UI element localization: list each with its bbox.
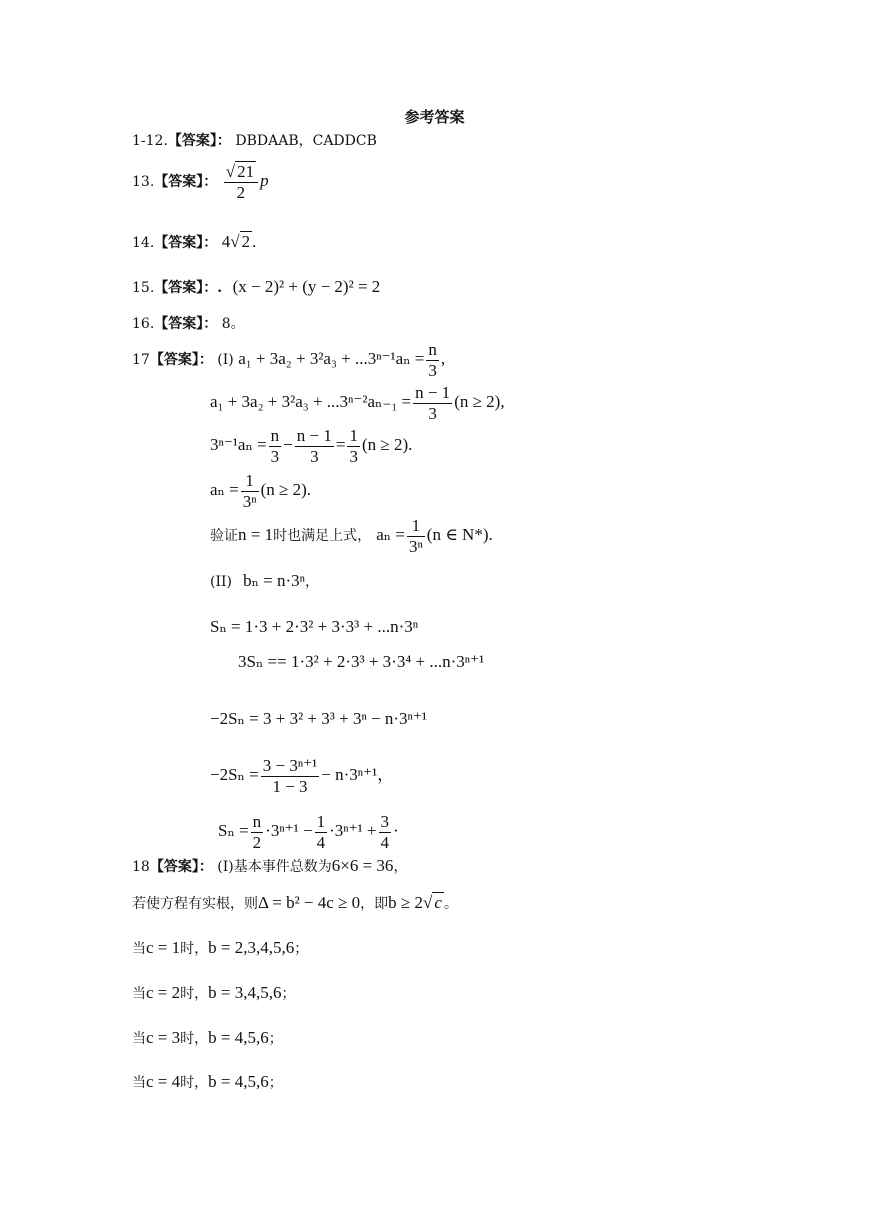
answer-label: 【答案】: [154, 316, 204, 332]
answer-17-line-2: a₁ + 3a₂ + 3²a₃ + ...3ⁿ⁻²aₙ₋₁ = $\frac{n - 1}{3}$ (n ≥ 2),: [210, 383, 505, 423]
answer-math: $\frac{√ 21}{2}$ p: [225, 162, 269, 202]
answer-17-final: Sₙ = $\frac{n}{2}$ ·3ⁿ⁺¹ − $\frac{1}{4}$ ·3ⁿ⁺¹ + $\frac{3}{4}$ ·: [218, 812, 399, 852]
page-title: 参考答案: [404, 108, 465, 126]
answer-17-line-4: aₙ = $\frac{1}{\text{3ⁿ}}$ (n ≥ 2).: [210, 471, 312, 511]
answer-18-case-1: 当c = 1时，b = 2,3,4,5,6；: [132, 938, 309, 957]
answer-17-3sn: 3Sₙ == 1·3² + 2·3³ + 3·3⁴ + ...n·3ⁿ⁺¹: [238, 652, 485, 671]
answer-value: DBDAAB，CADDCB: [235, 133, 377, 149]
question-number: 14.: [132, 235, 155, 251]
answer-13: 13.【答案】： $\frac{√ 21}{2}$ p: [132, 162, 269, 202]
answer-value: 8。: [221, 316, 245, 332]
answer-14: 14.【答案】： 4√ 2 .: [132, 232, 257, 251]
answer-18-case-2: 当c = 2时，b = 3,4,5,6；: [132, 983, 296, 1002]
answer-math: 4√ 2 .: [221, 232, 257, 251]
answer-label: 【答案】: [149, 859, 199, 875]
answer-17-verify: 验证n = 1时也满足上式， aₙ = $\frac{1}{\text{3ⁿ}}$ (n ∈ N*).: [210, 516, 493, 556]
answer-17-line-3: 3ⁿ⁻¹aₙ = $\frac{n}{3}$ − $\frac{n - 1}{3}$ = $\frac{1}{3}$ (n ≥ 2).: [210, 426, 413, 466]
answer-16: 16.【答案】： 8。: [132, 316, 245, 332]
question-number: 16.: [132, 316, 155, 332]
answer-18-case-4: 当c = 4时，b = 4,5,6；: [132, 1072, 283, 1091]
answer-17-neg2sn-2: −2Sₙ = $\frac{\text{3 − 3ⁿ⁺¹}}{1 - 3}$ − n·3ⁿ⁺¹，: [210, 756, 395, 796]
answer-15: 15.【答案】：. (x − 2)² + (y − 2)² = 2: [132, 277, 381, 296]
answer-17-neg2sn: −2Sₙ = 3 + 3² + 3³ + 3ⁿ − n·3ⁿ⁺¹: [210, 709, 427, 728]
answer-label: 【答案】: [154, 280, 204, 296]
question-number: 18: [132, 859, 150, 875]
answer-label: 【答案】: [154, 235, 204, 251]
answer-17-part-2: (II) bₙ = n·3ⁿ，: [210, 571, 320, 590]
question-number: 1-12.: [132, 133, 168, 149]
question-number: 13.: [132, 173, 155, 190]
question-number: 15.: [132, 280, 155, 296]
answer-18-line-2: 若使方程有实根，则Δ = b² − 4c ≥ 0，即b ≥ 2√ c 。: [132, 893, 458, 912]
answer-17-line-1: 17【答案】： (I) a₁ + 3a₂ + 3²a₃ + ...3ⁿ⁻¹aₙ = $\frac{n}{3}$ ,: [132, 340, 446, 380]
answer-18-case-3: 当c = 3时，b = 4,5,6；: [132, 1028, 283, 1047]
answer-18-line-1: 18【答案】： (I)基本事件总数为6×6 = 36，: [132, 856, 408, 875]
answer-label: 【答案】: [167, 133, 217, 149]
question-number: 17: [132, 351, 150, 368]
answer-1-12: 1-12.【答案】： DBDAAB，CADDCB: [132, 133, 377, 149]
answer-label: 【答案】: [149, 351, 199, 368]
answer-17-sn: Sₙ = 1·3 + 2·3² + 3·3³ + ...n·3ⁿ: [210, 617, 419, 636]
fraction: $\frac{√ 21}{2}$: [224, 162, 258, 202]
answer-label: 【答案】: [154, 173, 204, 190]
answer-math: (x − 2)² + (y − 2)² = 2: [232, 277, 381, 296]
